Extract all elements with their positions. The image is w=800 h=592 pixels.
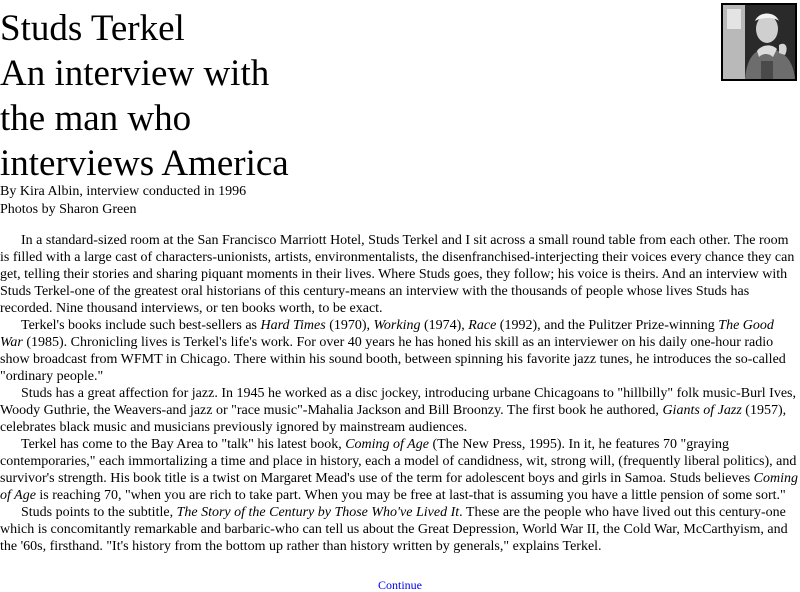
book-title: Race bbox=[468, 318, 497, 333]
title-line: Studs Terkel bbox=[0, 8, 185, 49]
paragraph: Studs points to the subtitle, The Story of the Century by Those Who've Lived It. These are the people who have lived out this century-one which is concomitantly remarkable and barbaric-who can tell us about the Great Depression, World War II, the Cold War, McCarthyism, and the '60s, firsthand. "It's history from the bottom up rather than history written by generals," explains Terkel. bbox=[0, 505, 788, 554]
byline: By Kira Albin, interview conducted in 1996 bbox=[0, 184, 247, 199]
byline-block bbox=[0, 183, 246, 219]
paragraph: Studs has a great affection for jazz. In 1945 he worked as a disc jockey, introducing urbane Chicagoans to "hillbilly" folk music-Burl Ives, Woody Guthrie, the Weavers-and jazz or "race music"-Mahalia Jackson and Bill Broonzy. The first book he authored, Giants of Jazz (1957), celebrates black music and musicians previously ignored by mainstream audiences. bbox=[0, 386, 797, 435]
book-title: The Good War bbox=[0, 318, 774, 350]
paragraph: In a standard-sized room at the San Francisco Marriott Hotel, Studs Terkel and I sit across a small round table from each other. The room is filled with a large cast of characters-unionists, artists, environmentalists, the disenfranchised-interjecting their voices every chance they can get, telling their stories and sharing piquant moments in their lives. Where Studs goes, they follow; his voice is theirs. And an interview with Studs Terkel-one of the greatest oral historians of this century-means an interview with the thousands of people whose lives Studs has recorded. Nine thousand interviews, or ten books worth, to be exact. bbox=[0, 233, 795, 316]
author-photo bbox=[721, 3, 797, 81]
paragraph: Terkel has come to the Bay Area to "talk" his latest book, Coming of Age (The New Press, 1995). In it, he features 70 "graying contemporaries," each immortalizing a time and place in history, each a model of candidness, wit, strong will, (frequently liberal politics), and survivor's strength. His book title is a twist on Margaret Mead's use of the term for adolescent boys and girls in Samoa. Studs believes Coming of Age is reaching 70, "when you are rich to take part. When you may be free at last-that is assuming you have a little pension of some sort." bbox=[0, 437, 799, 503]
article-body bbox=[0, 232, 798, 555]
title-line: interviews America bbox=[0, 143, 289, 184]
book-title: Hard Times bbox=[260, 318, 326, 333]
title-line: An interview with bbox=[0, 53, 270, 94]
portrait-image bbox=[723, 5, 795, 79]
paragraph: Terkel's books include such best-sellers as Hard Times (1970), Working (1974), Race (1992), and the Pulitzer Prize-winning The Good War (1985). Chronicling lives is Terkel's life's work. For over 40 years he has honed his skill as an interviewer on his daily one-hour radio show broadcast from WFMT in Chicago. There within his sound booth, between spinning his favorite jazz tunes, he introduces the so-called "ordinary people." bbox=[0, 318, 786, 384]
book-title: Coming of Age bbox=[0, 471, 799, 503]
continue-link[interactable]: Continue bbox=[378, 578, 422, 592]
book-subtitle: The Story of the Century by Those Who've Lived It bbox=[176, 505, 460, 520]
photo-credit: Photos by Sharon Green bbox=[0, 202, 137, 217]
book-title: Giants of Jazz bbox=[662, 403, 742, 418]
book-title: Coming of Age bbox=[345, 437, 429, 452]
title-line: the man who bbox=[0, 98, 192, 139]
page-title bbox=[0, 6, 700, 186]
book-title: Working bbox=[373, 318, 421, 333]
